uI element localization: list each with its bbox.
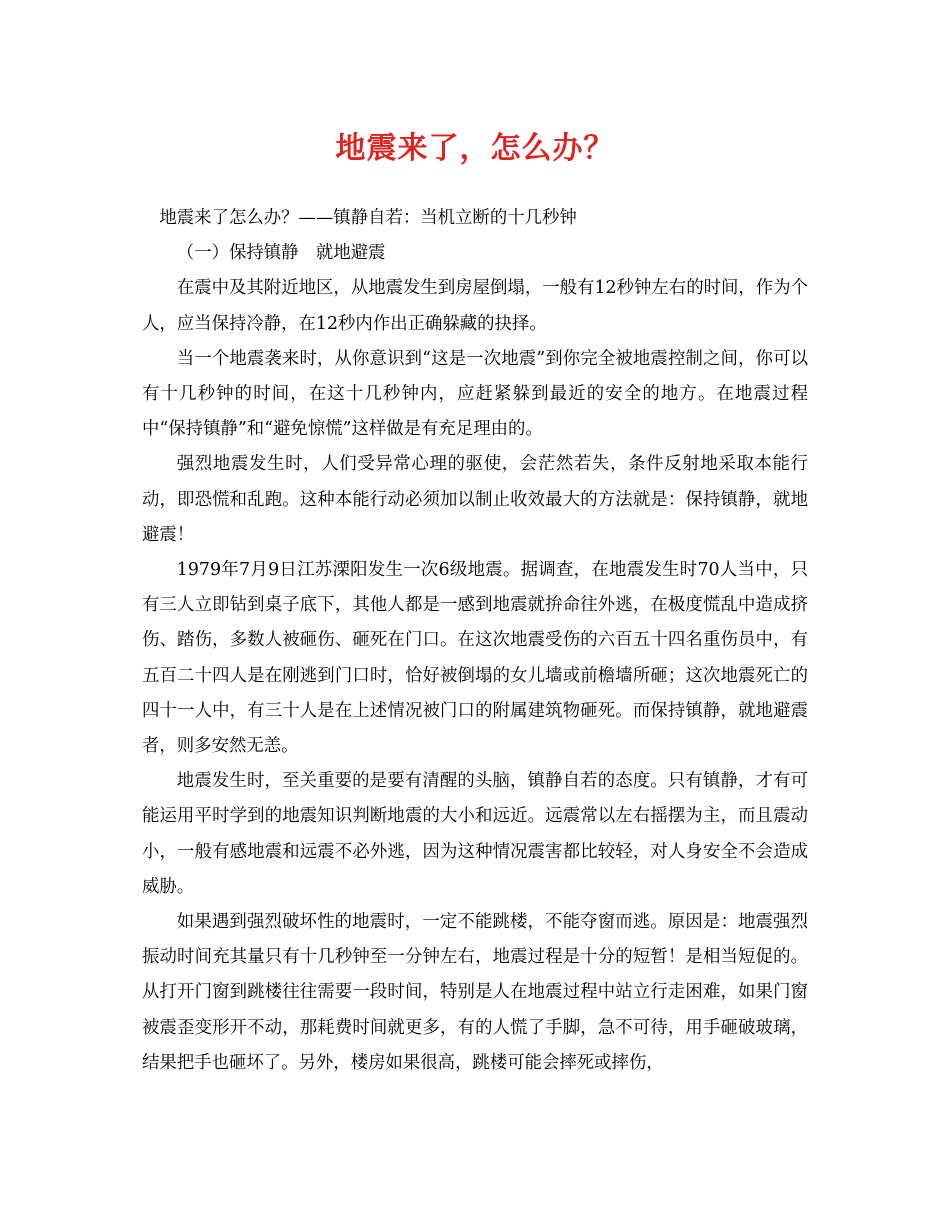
document-title: 地震来了，怎么办？: [335, 131, 615, 166]
intro-paragraph: 地震来了怎么办？——镇静自若：当机立断的十几秒钟: [159, 208, 577, 228]
body-paragraph: 当一个地震袭来时，从你意识到“这是一次地震”到你完全被地震控制之间，你可以有十几秒钟的时间，在这十几秒钟内，应赶紧躲到最近的安全的地方。在地震过程中“保持镇静”和“避免惊慌”这样做是有充足理由的。: [142, 348, 808, 440]
body-paragraph: 1979年7月9日江苏溧阳发生一次6级地震。据调查，在地震发生时70人当中，只有三人立即钻到桌子底下，其他人都是一感到地震就拚命往外逃，在极度慌乱中造成挤伤、踏伤，多数人被砸伤、砸死在门口。在这次地震受伤的六百五十四名重伤员中，有五百二十四人是在刚逃到门口时，恰好被倒塌的女儿墙或前檐墙所砸；这次地震死亡的四十一人中，有三十人是在上述情况被门口的附属建筑物砸死。而保持镇静，就地避震者，则多安然无恙。: [142, 560, 808, 757]
body-paragraph: 在震中及其附近地区，从地震发生到房屋倒塌，一般有12秒钟左右的时间，作为个人，应当保持冷静，在12秒内作出正确躲藏的抉择。: [142, 278, 808, 334]
section-heading: （一）保持镇静 就地避震: [176, 243, 386, 264]
document-body: [142, 201, 808, 1081]
body-paragraph: 强烈地震发生时，人们受异常心理的驱使，会茫然若失，条件反射地采取本能行动，即恐慌和乱跑。这种本能行动必须加以制止收效最大的方法就是：保持镇静，就地避震！: [142, 454, 808, 545]
body-paragraph: 如果遇到强烈破坏性的地震时，一定不能跳楼，不能夺窗而逃。原因是：地震强烈振动时间充其量只有十几秒钟至一分钟左右，地震过程是十分的短暂！是相当短促的。从打开门窗到跳楼往往需要一段时间，特别是人在地震过程中站立行走困难，如果门窗被震歪变形开不动，那耗费时间就更多，有的人慌了手脚，急不可待，用手砸破玻璃，结果把手也砸坏了。另外，楼房如果很高，跳楼可能会摔死或摔伤，: [142, 912, 808, 1073]
body-paragraph: 地震发生时，至关重要的是要有清醒的头脑，镇静自若的态度。只有镇静，才有可能运用平时学到的地震知识判断地震的大小和远近。远震常以左右摇摆为主，而且震动小，一般有感地震和远震不必外逃，因为这种情况震害都比较轻，对人身安全不会造成威胁。: [142, 771, 808, 897]
